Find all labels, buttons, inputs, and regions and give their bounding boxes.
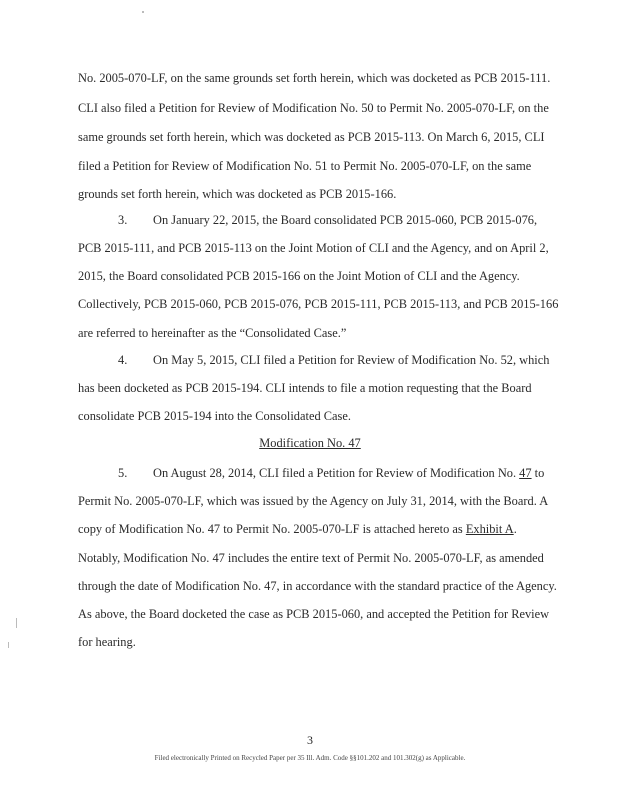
text-line: has been docketed as PCB 2015-194. CLI intends to file a motion requesting that the Board: [78, 381, 532, 395]
text-segment: On August 28, 2014, CLI filed a Petition for Review of Modification No.: [153, 466, 520, 480]
text-segment: copy of Modification No. 47 to Permit No. 2005-070-LF is attached hereto as: [78, 522, 466, 536]
text-line: [153, 465, 544, 481]
text-line: same grounds set forth herein, which was docketed as PCB 2015-113. On March 6, 2015, CLI: [78, 130, 545, 144]
modification-reference-link[interactable]: 47: [519, 466, 532, 480]
exhibit-a-link[interactable]: Exhibit A: [465, 522, 514, 536]
paragraph-number: 4.: [118, 353, 128, 367]
text-line: filed a Petition for Review of Modification No. 51 to Permit No. 2005-070-LF, on the same: [78, 159, 532, 173]
text-line: PCB 2015-111, and PCB 2015-113 on the Joint Motion of CLI and the Agency, and on April 2,: [78, 241, 549, 255]
text-line: On May 5, 2015, CLI filed a Petition for Review of Modification No. 52, which: [153, 353, 550, 367]
paragraph-number: 5.: [118, 466, 128, 480]
text-line: for hearing.: [78, 635, 136, 649]
text-line: As above, the Board docketed the case as PCB 2015-060, and accepted the Petition for Review: [78, 607, 550, 621]
text-line: through the date of Modification No. 47, in accordance with the standard practice of the Agency.: [78, 579, 557, 593]
text-line: are referred to hereinafter as the “Consolidated Case.”: [78, 326, 347, 340]
paragraph-number: 3.: [118, 213, 128, 227]
text-line: CLI also filed a Petition for Review of Modification No. 50 to Permit No. 2005-070-LF, on the: [78, 101, 549, 115]
text-line: Notably, Modification No. 47 includes the entire text of Permit No. 2005-070-LF, as amended: [78, 551, 544, 565]
page-number: 3: [307, 733, 313, 747]
text-line: No. 2005-070-LF, on the same grounds set forth herein, which was docketed as PCB 2015-111.: [78, 71, 551, 85]
text-line: Collectively, PCB 2015-060, PCB 2015-076, PCB 2015-111, PCB 2015-113, and PCB 2015-166: [78, 297, 559, 311]
footer-note: Filed electronically Printed on Recycled Paper per 35 Ill. Adm. Code §§101.202 and 101.302(g) as Applicable.: [154, 754, 466, 762]
text-segment: to: [531, 466, 545, 480]
text-line: consolidate PCB 2015-194 into the Consolidated Case.: [78, 409, 351, 423]
text-line: Permit No. 2005-070-LF, which was issued by the Agency on July 31, 2014, with the Board. A: [78, 494, 549, 508]
scan-speck: [142, 11, 144, 13]
text-line: grounds set forth herein, which was docketed as PCB 2015-166.: [78, 187, 397, 201]
text-line: 2015, the Board consolidated PCB 2015-166 on the Joint Motion of CLI and the Agency.: [78, 269, 520, 283]
text-line: On January 22, 2015, the Board consolidated PCB 2015-060, PCB 2015-076,: [153, 213, 538, 227]
text-line: [78, 521, 517, 537]
scan-speck: [16, 618, 17, 628]
section-heading: [0, 435, 620, 451]
scan-speck: [8, 642, 9, 648]
text-segment: .: [513, 522, 517, 536]
section-heading-text: Modification No. 47: [259, 436, 361, 450]
